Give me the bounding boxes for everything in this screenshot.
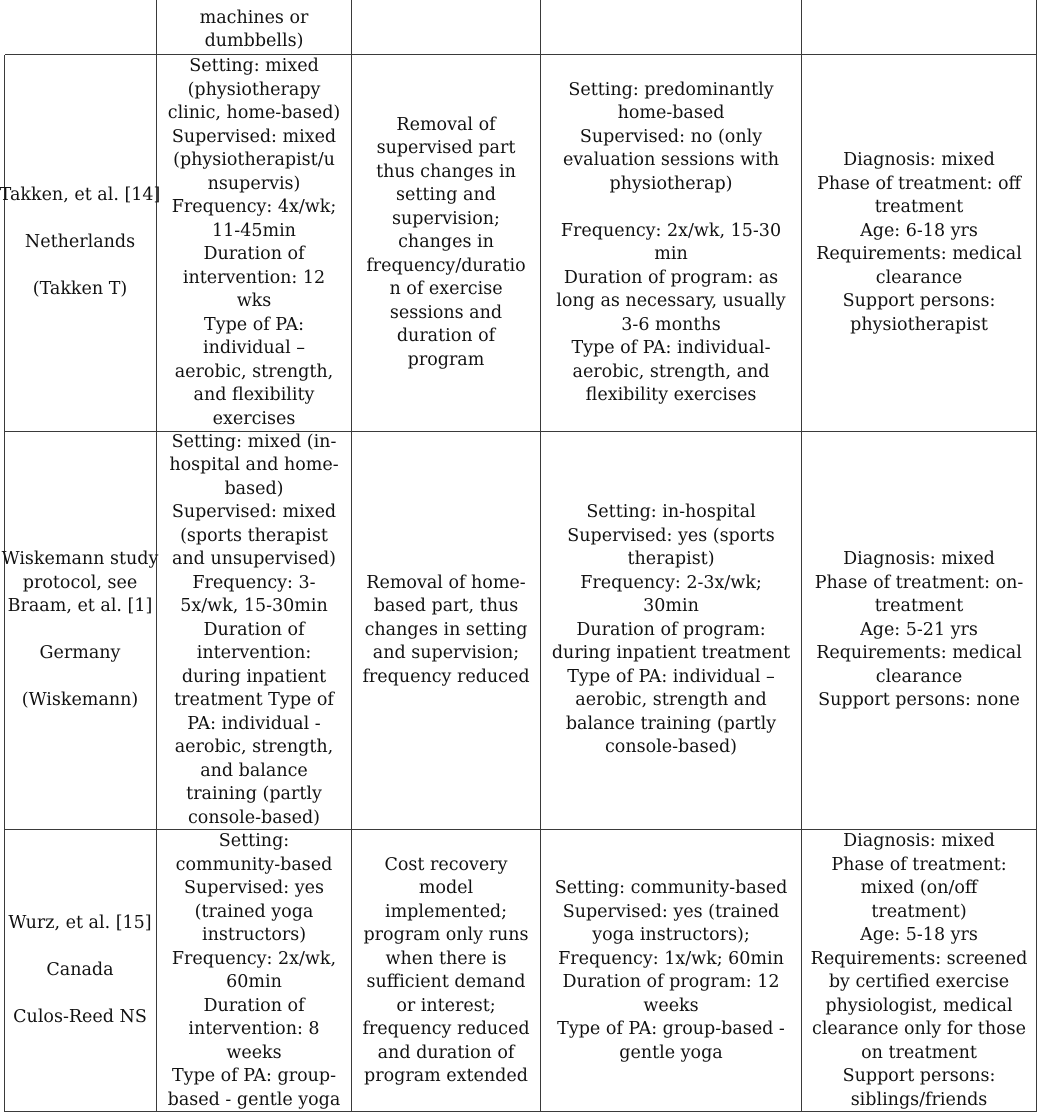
cell-text-line: balance training (partly [565,713,777,734]
cell-text-line: wks [236,291,272,311]
cell-text-line: clearance [875,666,963,687]
cell-text-line: changes in [398,232,494,253]
cell-text-line: Diagnosis: mixed [843,150,995,170]
program-cell [541,55,801,431]
cell-text-line: Frequency: 4x/wk; [171,197,337,217]
cell-text-line: Support persons: none [818,690,1020,711]
cell-text-line: Requirements: medical [816,244,1022,264]
cell-text-line: min [654,244,688,264]
cell-text-line: frequency/duratio [366,255,526,276]
cell-text-line: Germany [39,643,121,664]
cell-text-line: (sports therapist [180,525,328,546]
cell-text-line: thus changes in [376,161,516,182]
cell-text-line: Phase of treatment: on- [814,572,1024,593]
cell-text-line: therapist) [627,549,715,570]
cell-text-line: (physiotherapy [187,79,321,100]
cell-text-line: Duration of program: [576,619,766,640]
cell-text-line: Phase of treatment: off [817,173,1021,194]
cell-text-line: sufficient demand [366,972,526,992]
cell-text-line: intervention: 12 [182,267,326,288]
cell-text-line: Diagnosis: mixed [843,831,995,851]
cell-text-line: protocol, see [22,572,138,593]
cell-text-line: implemented; [384,901,508,922]
cell-text-line: exercises [212,408,296,429]
cell-text-line: evaluation sessions with [562,150,780,170]
cell-text-line: Age: 5-18 yrs [860,925,978,945]
cell-text-line: Frequency: 1x/wk; 60min [558,948,784,969]
cell-text-line: Type of PA: group-based - [557,1019,785,1039]
cell-text-line: Braam, et al. [1] [7,596,153,617]
cell-text-line: console-based) [605,737,737,758]
cell-text-line: and duration of [377,1042,515,1063]
cell-text-line: Support persons: [842,1066,996,1086]
cell-text-line: based) [224,478,284,499]
characteristics-cell [802,830,1036,1112]
cell-text-line: treatment [874,197,964,217]
cell-text-line: Requirements: medical [816,643,1022,664]
cell-text-line: 5x/wk, 15-30min [180,596,328,617]
intervention-cell [157,830,351,1112]
cell-text-line: instructors) [201,925,307,945]
cell-text-line: aerobic, strength and [575,690,767,711]
cell-text-line: Duration of [203,619,305,640]
cell-text-line: home-based [617,103,725,123]
cell-text-line: Takken, et al. [14] [0,185,161,206]
cell-text-line: 60min [226,972,282,992]
cell-text-line: on treatment [861,1042,977,1063]
cell-text-line: Frequency: 2x/wk, 15-30 [560,220,782,241]
cell-text-line: Type of PA: [204,314,304,335]
cell-text-line: based - gentle yoga [167,1089,341,1110]
study-cell [4,6,156,54]
cell-text-line: duration of [396,326,496,347]
cell-text-line: Removal of [396,114,496,135]
cell-text-line: Netherlands [24,232,136,253]
cell-text-line: Supervised: yes (sports [567,525,775,546]
cell-text-line: console-based) [188,807,320,828]
cell-text-line: Culos-Reed NS [13,1007,147,1028]
cell-text-line: Supervised: yes [184,878,324,898]
cell-text-line: program [407,349,485,370]
cell-text-line: Duration of program: as [563,267,779,288]
cell-text-line: changes in setting [364,619,528,640]
cell-text-line: and unsupervised) [171,549,337,570]
cell-text-line: 30min [643,596,699,617]
changes-cell [352,830,540,1112]
cell-text-line: hospital and home- [169,455,339,476]
cell-text-line: n of exercise [389,279,503,300]
cell-text-line: (trained yoga [194,901,314,922]
cell-text-line: weeks [226,1042,282,1063]
cell-text-line: Diagnosis: mixed [843,549,995,570]
cell-text-line: Supervised: no (only [579,126,763,147]
intervention-cell [157,432,351,829]
cell-text-line: supervised part [376,138,516,159]
cell-text-line: Type of PA: group- [171,1066,336,1086]
cell-text-line: Frequency: 2-3x/wk; [580,572,762,593]
cell-text-line: Type of PA: individual – [567,666,775,687]
cell-text-line: Cost recovery [384,854,508,875]
cell-text-line: yoga instructors); [592,925,750,945]
changes-cell [352,55,540,431]
cell-text-line: weeks [643,995,699,1016]
cell-text-line: long as necessary, usually [556,291,786,311]
cell-text-line: Supervised: yes (trained [562,901,780,922]
cell-text-line: mixed (on/off [860,878,978,898]
cell-text-line: frequency reduced [362,666,530,687]
cell-text-line: Setting: predominantly [568,79,774,100]
cell-text-line: during inpatient treatment [551,643,791,664]
intervention-cell [157,6,351,54]
cell-text-line: intervention: [196,643,312,664]
characteristics-cell [802,432,1036,829]
cell-text-line: Canada [46,960,114,981]
cell-text-line: (Takken T) [32,279,128,300]
cell-text-line: treatment [874,596,964,617]
program-cell [541,6,801,54]
cell-text-line: (physiotherapist/u [173,150,335,170]
cell-text-line: Duration of [203,244,305,264]
intervention-cell [157,55,351,431]
study-cell [4,830,156,1112]
cell-text-line: machines or [199,7,309,28]
cell-text-line: individual – [203,338,305,358]
cell-text-line: clearance [875,267,963,288]
cell-text-line: Phase of treatment: [831,854,1007,875]
cell-text-line: by certified exercise [828,972,1010,992]
cell-text-line: during inpatient [181,666,327,687]
cell-text-line: and flexibility [193,385,315,405]
cell-text-line: Duration of [203,995,305,1016]
cell-text-line: frequency reduced [362,1019,530,1039]
cell-text-line: Frequency: 2x/wk, [171,948,337,969]
changes-cell [352,432,540,829]
cell-text-line: Supervised: mixed [171,502,337,523]
cell-text-line: Support persons: [842,291,996,311]
cell-text-line: aerobic, strength, and [572,361,770,382]
cell-text-line: program only runs [363,925,529,945]
cell-text-line: Setting: mixed [189,56,319,76]
cell-text-line: Setting: [218,831,290,851]
cell-text-line: Wurz, et al. [15] [8,913,152,934]
cell-text-line: physiotherapist [850,314,988,335]
cell-text-line: 11-45min [212,220,296,241]
cell-text-line: Frequency: 3- [192,572,316,593]
cell-text-line: flexibility exercises [585,385,757,405]
cell-text-line: Removal of home- [366,572,526,593]
table-right-border [1036,0,1037,1112]
cell-text-line: gentle yoga [619,1042,723,1063]
cell-text-line: aerobic, strength, [174,737,334,758]
cell-text-line: and supervision; [372,643,520,664]
cell-text-line: community-based [175,854,333,875]
cell-text-line: supervision; [392,208,500,229]
cell-text-line: Type of PA: individual- [571,338,771,358]
cell-text-line: 3-6 months [621,314,721,335]
cell-text-line: Age: 5-21 yrs [860,619,978,640]
cell-text-line: clearance only for those [812,1019,1026,1039]
cell-text-line: Wiskemann study [1,549,159,570]
cell-text-line: treatment) [871,901,967,922]
cell-text-line: setting and [396,185,496,206]
cell-text-line: Age: 6-18 yrs [860,220,978,241]
cell-text-line: treatment Type of [174,690,334,711]
cell-text-line: and balance [200,760,308,781]
cell-text-line: Setting: in-hospital [586,502,756,523]
study-cell [0,55,161,431]
cell-text-line: siblings/friends [850,1089,988,1110]
characteristics-cell [802,6,1036,54]
cell-text-line: training (partly [186,784,322,805]
program-cell [541,432,801,829]
cell-text-line: Supervised: mixed [171,126,337,147]
cell-text-line: when there is [385,948,507,969]
cell-text-line: (Wiskemann) [21,690,139,711]
cell-text-line: PA: individual - [187,713,321,734]
study-cell [1,432,159,829]
cell-text-line: or interest; [396,995,496,1016]
cell-text-line: clinic, home-based) [167,103,341,123]
program-cell [541,830,801,1112]
cell-text-line: aerobic, strength, [174,361,334,382]
cell-text-line: Requirements: screened [810,948,1028,969]
cell-text-line: Setting: mixed (in- [171,431,337,452]
cell-text-line: nsupervis) [207,173,301,194]
cell-text-line: program extended [364,1066,528,1086]
characteristics-cell [802,55,1036,431]
cell-text-line: dumbbells) [204,31,304,51]
cell-text-line: Duration of program: 12 [562,972,780,992]
cell-text-line: based part, thus [373,596,519,617]
cell-text-line: Setting: community-based [554,878,788,898]
changes-cell [352,6,540,54]
cell-text-line: model [418,878,474,898]
cell-text-line: intervention: 8 [188,1019,320,1039]
cell-text-line: sessions and [389,302,503,323]
cell-text-line: physiologist, medical [825,995,1013,1016]
cell-text-line: physiotherap) [609,173,733,194]
